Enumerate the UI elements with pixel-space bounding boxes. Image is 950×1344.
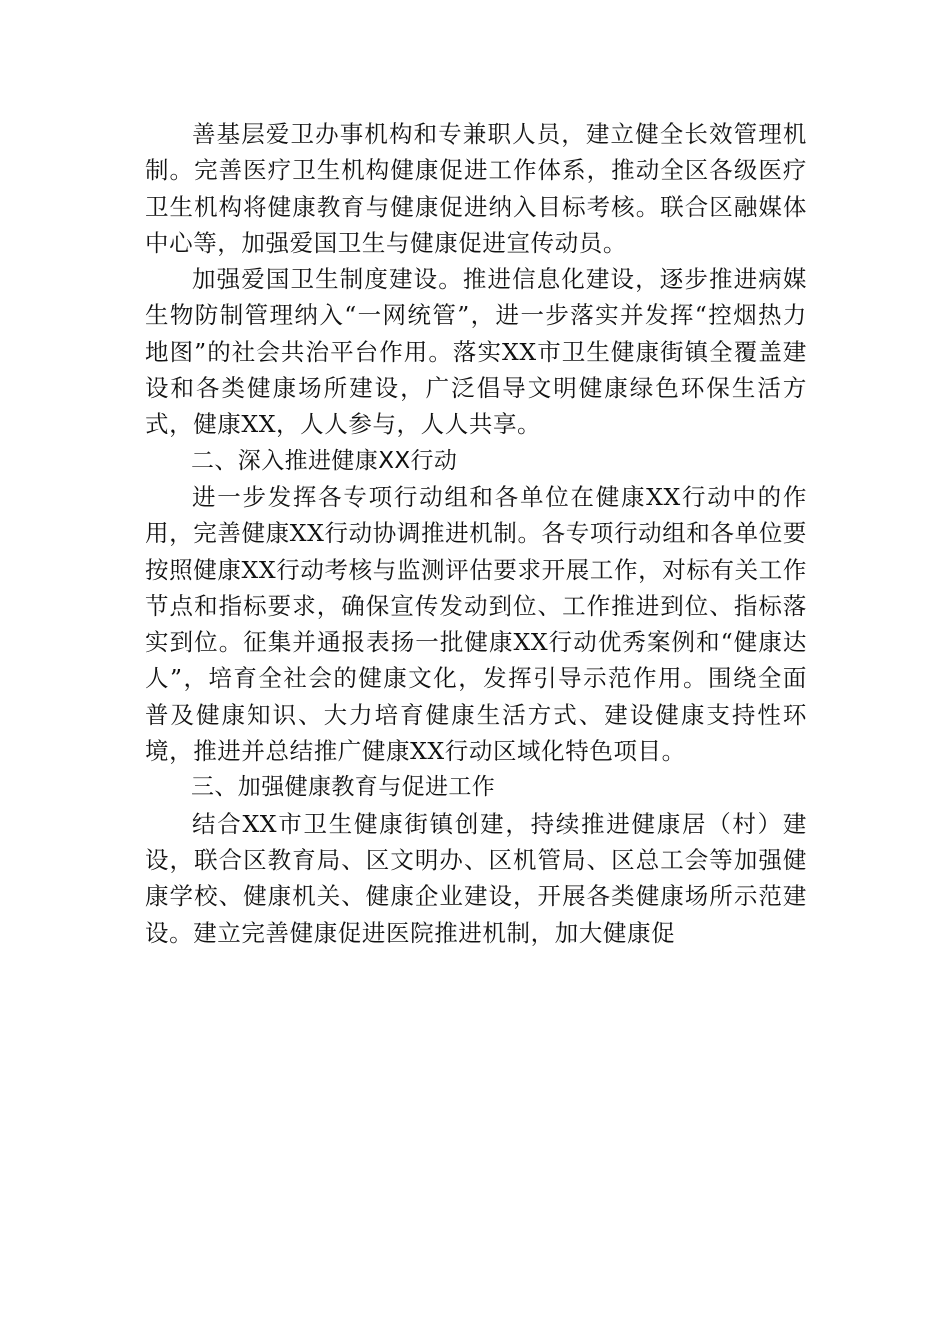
paragraph-patriotic-health-system: 加强爱国卫生制度建设。推进信息化建设，逐步推进病媒生物防制管理纳入“一网统管”，进一步落实并发挥“控烟热力地图”的社会共治平台作用。落实XX市卫生健康街镇全覆盖建设和各类健康场所建设，广泛倡导文明健康绿色环保生活方式，健康XX，人人参与，人人共享。: [145, 265, 807, 439]
paragraph-health-action: 进一步发挥各专项行动组和各单位在健康XX行动中的作用，完善健康XX行动协调推进机制。各专项行动组和各单位要按照健康XX行动考核与监测评估要求开展工作，对标有关工作节点和指标要求，确保宣传发动到位、工作推进到位、指标落实到位。征集并通报表扬一批健康XX行动优秀案例和“健康达人”，培育全社会的健康文化，发挥引导示范作用。围绕全面普及健康知识、大力培育健康生活方式、建设健康支持性环境，推进并总结推广健康XX行动区域化特色项目。: [145, 482, 807, 766]
paragraph-institutions: 善基层爱卫办事机构和专兼职人员，建立健全长效管理机制。完善医疗卫生机构健康促进工作体系，推动全区各级医疗卫生机构将健康教育与健康促进纳入目标考核。联合区融媒体中心等，加强爱国卫生与健康促进宣传动员。: [145, 120, 807, 257]
section-heading-health-action: 二、深入推进健康XX行动: [191, 447, 458, 474]
document-page: [145, 116, 807, 951]
paragraph-health-education: 结合XX市卫生健康街镇创建，持续推进健康居（村）建设，联合区教育局、区文明办、区机管局、区总工会等加强健康学校、健康机关、健康企业建设，开展各类健康场所示范建设。建立完善健康促进医院推进机制，加大健康促: [145, 809, 807, 947]
section-heading-health-education: 三、加强健康教育与促进工作: [191, 774, 496, 801]
